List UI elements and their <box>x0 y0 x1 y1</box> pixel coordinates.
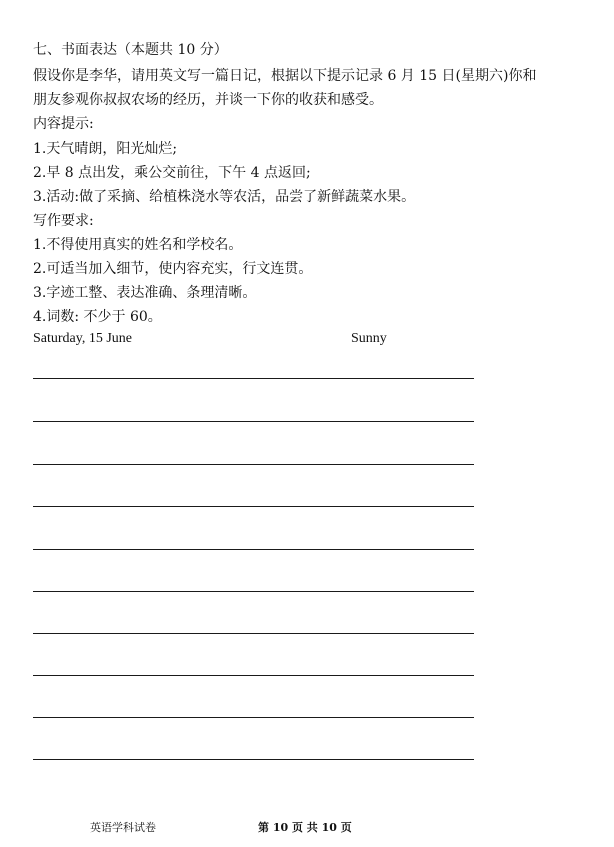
writing-line[interactable] <box>33 675 474 676</box>
diary-weather: Sunny <box>351 331 387 346</box>
writing-line[interactable] <box>33 633 474 634</box>
instruction-line-2: 朋友参观你叔叔农场的经历，并谈一下你的收获和感受。 <box>33 92 383 108</box>
requirements-title: 写作要求: <box>33 213 94 229</box>
writing-line[interactable] <box>33 464 474 465</box>
writing-line[interactable] <box>33 591 474 592</box>
hint-item-1: 1.天气晴朗，阳光灿烂; <box>33 141 178 157</box>
writing-line[interactable] <box>33 378 474 379</box>
footer-page-number: 第 10 页 共 10 页 <box>258 821 352 834</box>
requirement-item-4: 4.词数: 不少于 60。 <box>33 309 162 325</box>
hint-item-2: 2.早 8 点出发，乘公交前往，下午 4 点返回; <box>33 165 311 181</box>
writing-line[interactable] <box>33 717 474 718</box>
writing-line[interactable] <box>33 421 474 422</box>
writing-line[interactable] <box>33 759 474 760</box>
requirement-item-1: 1.不得使用真实的姓名和学校名。 <box>33 237 243 253</box>
writing-line[interactable] <box>33 549 474 550</box>
requirement-item-3: 3.字迹工整、表达准确、条理清晰。 <box>33 285 257 301</box>
footer-subject: 英语学科试卷 <box>90 821 156 834</box>
hints-title: 内容提示: <box>33 116 94 132</box>
instruction-line-1: 假设你是李华，请用英文写一篇日记，根据以下提示记录 6 月 15 日(星期六)你和 <box>33 68 537 84</box>
requirement-item-2: 2.可适当加入细节，使内容充实，行文连贯。 <box>33 261 313 277</box>
diary-date: Saturday, 15 June <box>33 331 133 346</box>
section-title: 七、书面表达（本题共 10 分） <box>33 42 228 58</box>
writing-line[interactable] <box>33 506 474 507</box>
hint-item-3: 3.活动:做了采摘、给植株浇水等农活，品尝了新鲜蔬菜水果。 <box>33 189 416 205</box>
